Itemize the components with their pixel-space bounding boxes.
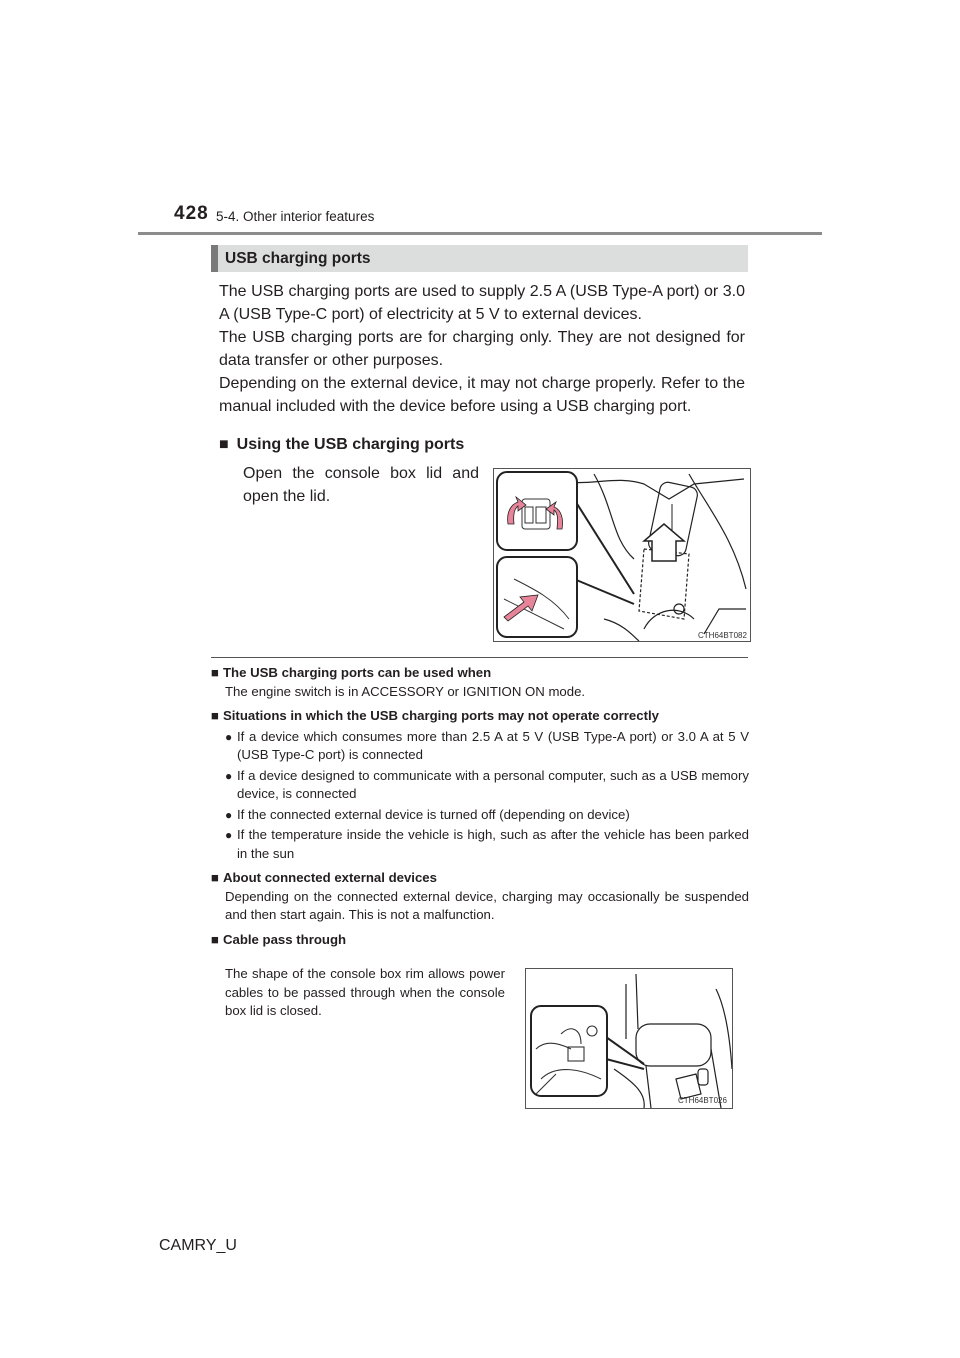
intro-paragraph: Depending on the external device, it may not charge properly. Refer to the manual included with the device before using a USB charging port. (219, 375, 745, 415)
note-heading (211, 664, 749, 683)
header-rule (138, 232, 822, 235)
section-heading-bar (211, 245, 748, 272)
step-instruction: Open the console box lid and open the lid. (243, 465, 479, 505)
square-bullet-icon: ■ (219, 436, 229, 453)
note-title: The USB charging ports can be used when (222, 665, 492, 680)
list-item-text: If the connected external device is turned off (depending on device) (237, 806, 630, 822)
figure-code: CTH64BT026 (678, 1096, 727, 1105)
page-number: 428 (174, 203, 209, 224)
square-bullet-icon: ■ (211, 708, 219, 723)
cable-pass-illustration (525, 968, 733, 1109)
list-item (211, 806, 749, 825)
list-item-text: If a device designed to communicate with a personal computer, such as a USB memory device, is connected (237, 767, 749, 801)
note-body: The engine switch is in ACCESSORY or IGNITION ON mode. (225, 683, 586, 699)
intro-paragraph: The USB charging ports are used to supply 2.5 A (USB Type-A port) or 3.0 A (USB Type-C port) of electricity at 5 V to external devices. (219, 283, 745, 323)
section-accent (211, 245, 218, 272)
list-item-text: If the temperature inside the vehicle is high, such as after the vehicle has been parked in the sun (237, 827, 749, 861)
subsection-heading (219, 436, 464, 454)
square-bullet-icon: ■ (211, 931, 219, 947)
subsection-title: Using the USB charging ports (236, 436, 465, 453)
note-title: Situations in which the USB charging ports may not operate correctly (222, 708, 659, 723)
round-bullet-icon: ● (225, 828, 233, 842)
section-title: USB charging ports (225, 250, 371, 267)
intro-text (219, 280, 745, 418)
note-body: Depending on the connected external device, charging may occasionally be suspended and then start again. This is not a malfunction. (225, 888, 749, 922)
list-item (211, 826, 749, 863)
round-bullet-icon: ● (225, 768, 233, 783)
round-bullet-icon: ● (225, 729, 233, 744)
notes-section (211, 664, 749, 949)
note-title: About connected external devices (222, 870, 437, 885)
note-title: Cable pass through (222, 931, 347, 947)
figure-code: CTH64BT082 (698, 631, 747, 640)
notes-divider (211, 657, 748, 658)
square-bullet-icon: ■ (211, 665, 219, 680)
note-heading (211, 869, 749, 888)
cable-pass-text: The shape of the console box rim allows power cables to be passed through when the console box lid is closed. (225, 966, 505, 1018)
model-footer: CAMRY_U (159, 1237, 237, 1254)
note-heading (211, 931, 749, 950)
note-heading (211, 707, 749, 726)
list-item (211, 728, 749, 765)
round-bullet-icon: ● (225, 807, 233, 822)
console-lid-illustration (493, 468, 751, 642)
list-item (211, 767, 749, 804)
list-item-text: If a device which consumes more than 2.5 A at 5 V (USB Type-A port) or 3.0 A at 5 V (USB Type-C port) is connected (237, 728, 749, 762)
square-bullet-icon: ■ (211, 870, 219, 885)
intro-paragraph: The USB charging ports are for charging only. They are not designed for data transfer or other purposes. (219, 329, 745, 369)
chapter-title: 5-4. Other interior features (216, 209, 375, 224)
